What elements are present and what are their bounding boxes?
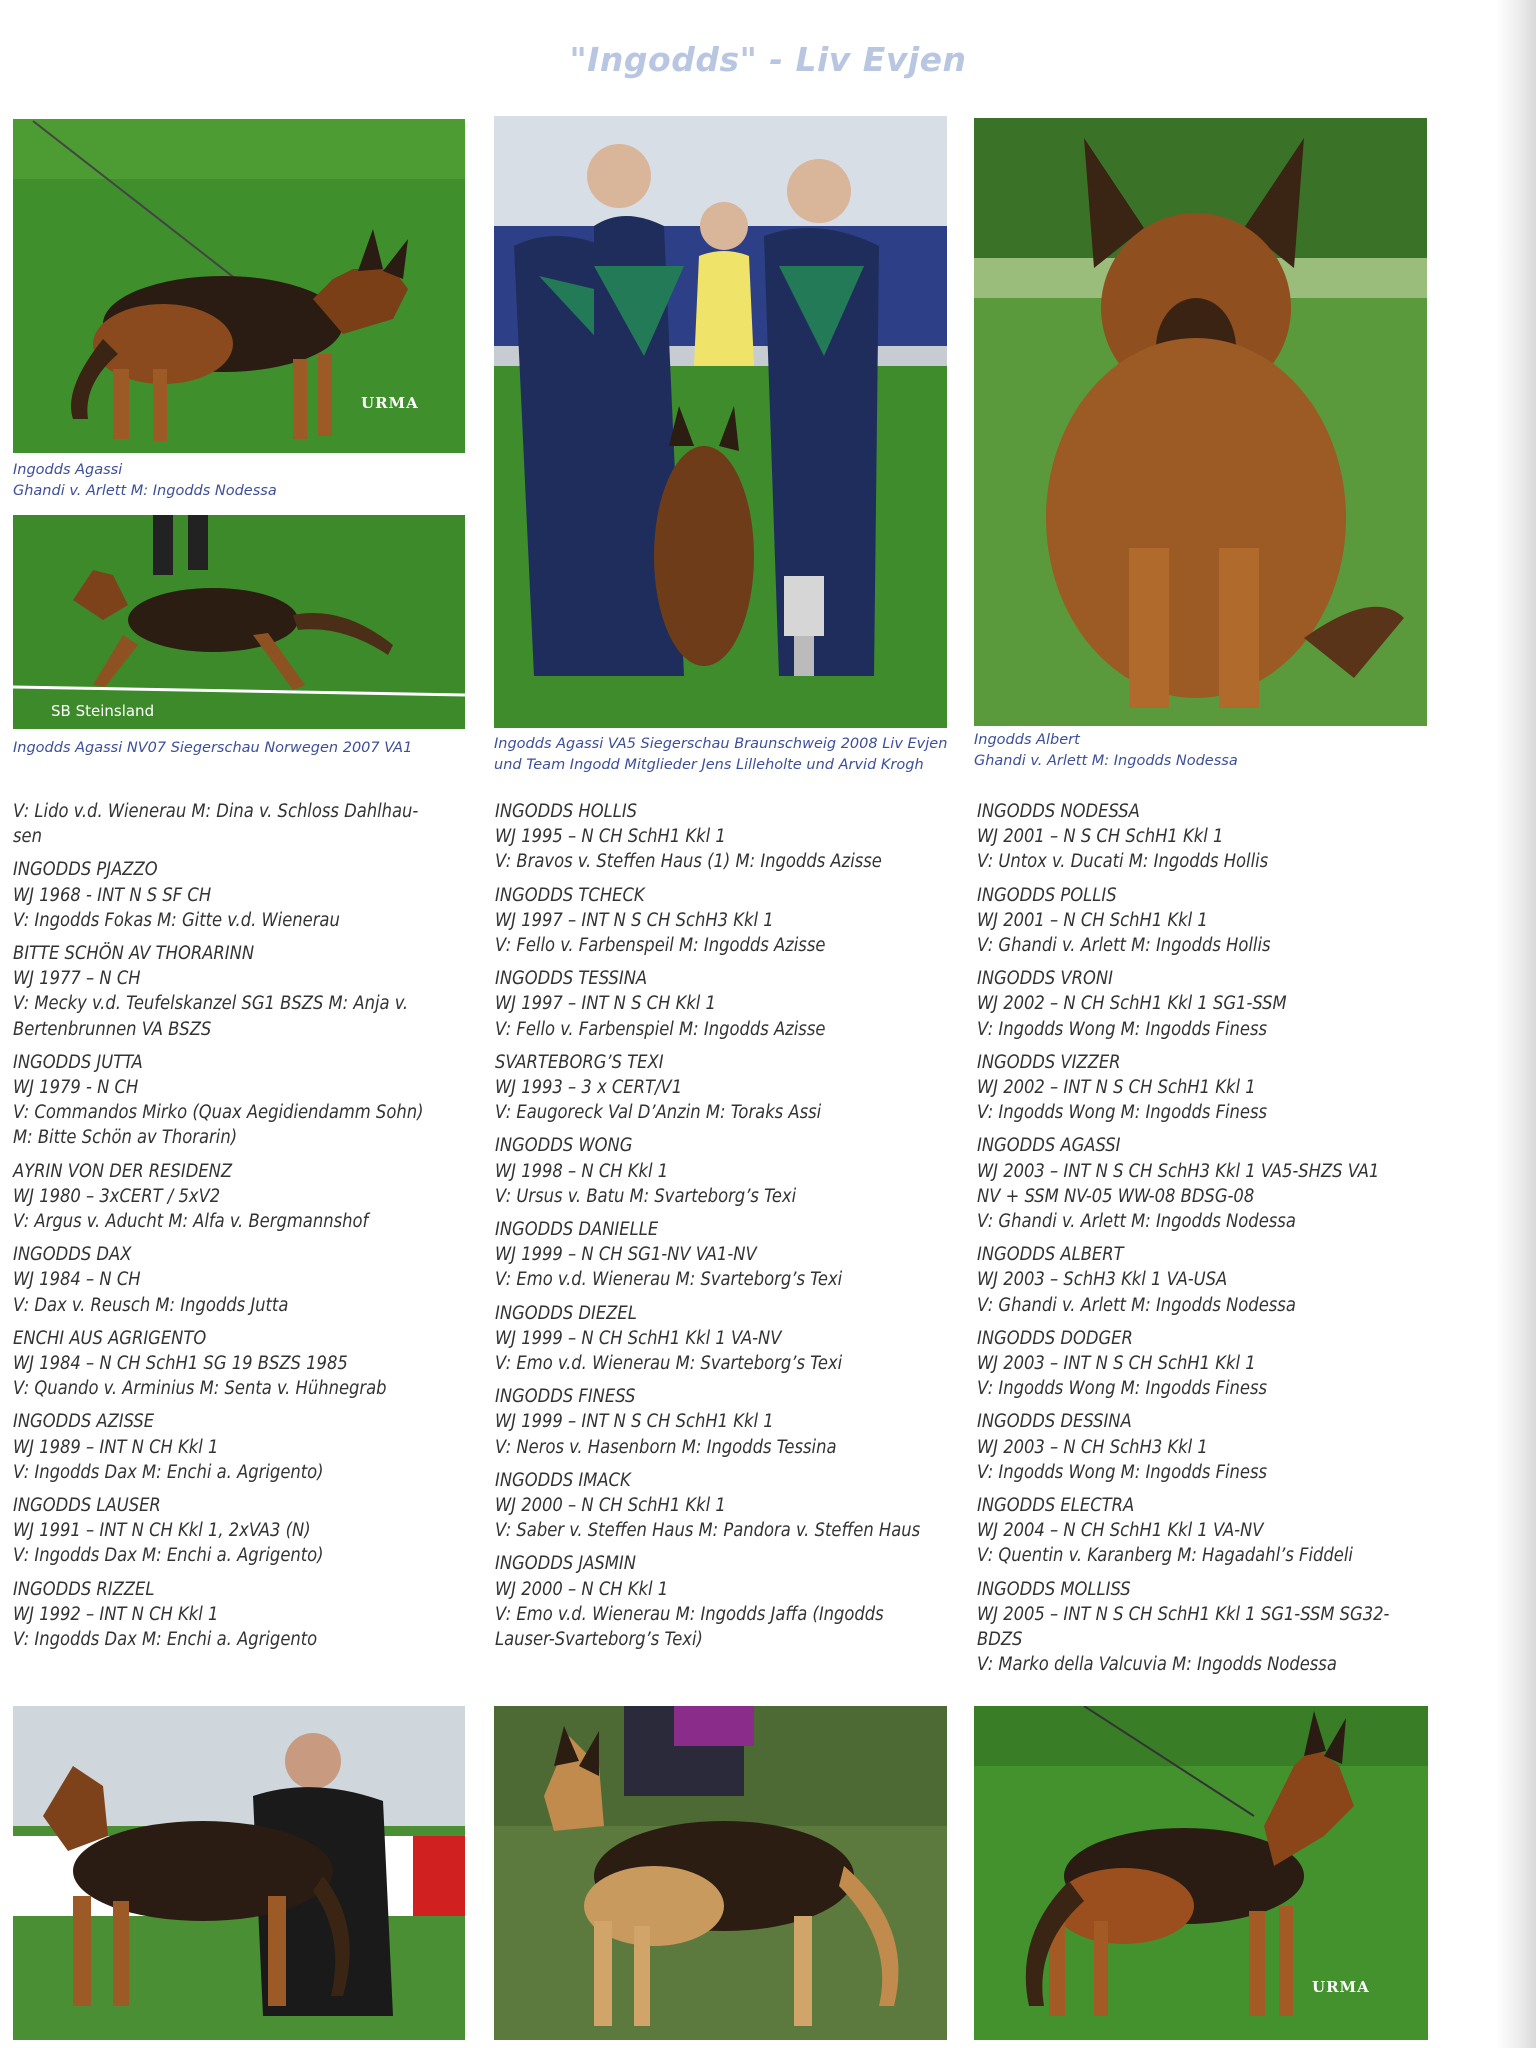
caption-line: Ingodds Agassi — [13, 462, 123, 478]
entry-line: M: Bitte Schön av Thorarin) — [13, 1127, 238, 1149]
entry-line: WJ 2003 – SchH3 Kkl 1 VA-USA — [977, 1269, 1228, 1291]
entry-line: V: Ghandi v. Arlett M: Ingodds Nodessa — [977, 1294, 1296, 1316]
caption-line: und Team Ingodd Mitglieder Jens Lilleholte und Arvid Krogh — [494, 757, 924, 773]
pedigree-entry — [13, 1050, 473, 1151]
page-title: "Ingodds" - Liv Evjen — [569, 40, 967, 79]
dog-name: INGODDS DANIELLE — [495, 1219, 659, 1241]
page-edge-shadow — [1496, 0, 1536, 2048]
entry-line: V: Lido v.d. Wienerau M: Dina v. Schloss Dahlhau- — [13, 801, 419, 822]
dog-name: INGODDS JUTTA — [13, 1051, 143, 1073]
dog-name: INGODDS FINESS — [495, 1386, 636, 1408]
pedigree-entry — [977, 799, 1447, 875]
entry-line: WJ 1999 – INT N S CH SchH1 Kkl 1 — [495, 1411, 774, 1433]
pedigree-entry — [495, 966, 965, 1042]
entry-line: V: Emo v.d. Wienerau M: Svarteborg’s Texi — [495, 1269, 843, 1291]
photo-dog-standing-middle — [494, 1706, 947, 2040]
entry-line: V: Bravos v. Steffen Haus (1) M: Ingodds Azisse — [495, 851, 882, 873]
entry-line: V: Mecky v.d. Teufelskanzel SG1 BSZS M: Anja v. — [13, 993, 409, 1015]
entry-line: V: Ingodds Dax M: Enchi a. Agrigento — [13, 1629, 318, 1651]
entry-line: V: Quentin v. Karanberg M: Hagadahl’s Fiddeli — [977, 1545, 1353, 1567]
entry-line: V: Untox v. Ducati M: Ingodds Hollis — [977, 851, 1269, 873]
dog-name: INGODDS NODESSA — [977, 801, 1140, 822]
photo-caption: Ingodds Agassi NV07 Siegerschau Norwegen 2007 VA1 — [13, 740, 413, 756]
pedigree-entry — [495, 1217, 965, 1293]
dog-name: INGODDS ELECTRA — [977, 1495, 1135, 1517]
photo-caption — [13, 460, 277, 502]
entry-line: WJ 1977 – N CH — [13, 968, 141, 990]
pedigree-entry — [977, 1133, 1447, 1234]
pedigree-entry — [977, 1577, 1447, 1678]
photo-agassi-trotting — [13, 515, 465, 729]
pedigree-entry — [13, 1326, 473, 1402]
entry-line: V: Fello v. Farbenspiel M: Ingodds Azisse — [495, 1018, 826, 1040]
pedigree-entry — [495, 1468, 965, 1544]
dog-name: INGODDS MOLLISS — [977, 1578, 1131, 1600]
text-column-middle — [495, 799, 965, 1652]
photo-watermark: SB Steinsland — [51, 702, 155, 720]
entry-line: Bertenbrunnen VA BSZS — [13, 1018, 212, 1040]
entry-line: V: Eaugoreck Val D’Anzin M: Toraks Assi — [495, 1102, 822, 1124]
entry-line: V: Ingodds Wong M: Ingodds Finess — [977, 1018, 1268, 1040]
pedigree-entry — [13, 799, 473, 849]
pedigree-entry — [13, 1493, 473, 1569]
dog-name: INGODDS JASMIN — [495, 1553, 636, 1575]
text-column-left — [13, 799, 473, 1652]
dog-name: SVARTEBORG’S TEXI — [495, 1051, 664, 1073]
entry-line: WJ 1979 - N CH — [13, 1077, 139, 1099]
pedigree-entry — [495, 883, 965, 959]
dog-name: INGODDS TESSINA — [495, 968, 648, 990]
entry-line: BDZS — [977, 1629, 1023, 1651]
dog-name: INGODDS HOLLIS — [495, 801, 638, 822]
entry-line: WJ 2001 – N CH SchH1 Kkl 1 — [977, 909, 1208, 931]
entry-line: WJ 1991 – INT N CH Kkl 1, 2xVA3 (N) — [13, 1520, 311, 1542]
entry-line: V: Ingodds Wong M: Ingodds Finess — [977, 1102, 1268, 1124]
dog-name: INGODDS IMACK — [495, 1469, 631, 1491]
entry-line: WJ 2004 – N CH SchH1 Kkl 1 VA-NV — [977, 1520, 1264, 1542]
dog-with-handler-photo-icon — [13, 1706, 465, 2040]
entry-line: WJ 2003 – INT N S CH SchH3 Kkl 1 VA5-SHZS VA1 — [977, 1160, 1380, 1182]
dog-sitting-photo-icon — [974, 118, 1427, 726]
dog-name: INGODDS AGASSI — [977, 1135, 1121, 1157]
dog-standing-photo-icon — [494, 1706, 947, 2040]
pedigree-entry — [13, 1242, 473, 1318]
entry-line: V: Ingodds Wong M: Ingodds Finess — [977, 1461, 1268, 1483]
entry-line: V: Ingodds Dax M: Enchi a. Agrigento) — [13, 1461, 324, 1483]
entry-line: sen — [13, 826, 42, 848]
entry-line: WJ 1989 – INT N CH Kkl 1 — [13, 1436, 219, 1458]
pedigree-entry — [13, 857, 473, 933]
dog-name: INGODDS AZISSE — [13, 1411, 155, 1433]
entry-line: V: Ingodds Fokas M: Gitte v.d. Wienerau — [13, 909, 340, 931]
dog-name: AYRIN VON DER RESIDENZ — [13, 1160, 233, 1182]
pedigree-entry — [495, 1384, 965, 1460]
entry-line: WJ 1997 – INT N S CH Kkl 1 — [495, 993, 716, 1015]
dog-name: BITTE SCHÖN AV THORARINN — [13, 943, 255, 965]
entry-line: V: Ingodds Wong M: Ingodds Finess — [977, 1378, 1268, 1400]
entry-line: Lauser-Svarteborg’s Texi) — [495, 1629, 703, 1651]
pedigree-entry — [13, 941, 473, 1042]
entry-line: WJ 2001 – N S CH SchH1 Kkl 1 — [977, 826, 1224, 848]
entry-line: V: Argus v. Aducht M: Alfa v. Bergmannshof — [13, 1211, 369, 1233]
entry-line: WJ 2000 – N CH SchH1 Kkl 1 — [495, 1495, 726, 1517]
entry-line: V: Emo v.d. Wienerau M: Svarteborg’s Texi — [495, 1353, 843, 1375]
dog-name: INGODDS VIZZER — [977, 1051, 1121, 1073]
photo-team-trophy — [494, 116, 947, 728]
photo-dog-standing-right — [974, 1706, 1428, 2040]
entry-line: V: Ghandi v. Arlett M: Ingodds Nodessa — [977, 1211, 1296, 1233]
entry-line: V: Ursus v. Batu M: Svarteborg’s Texi — [495, 1185, 797, 1207]
team-with-trophy-photo-icon — [494, 116, 947, 728]
pedigree-entry — [977, 1409, 1447, 1485]
entry-line: WJ 2002 – N CH SchH1 Kkl 1 SG1-SSM — [977, 993, 1287, 1015]
dog-name: INGODDS DAX — [13, 1244, 132, 1266]
dog-name: INGODDS ALBERT — [977, 1244, 1124, 1266]
entry-line: WJ 2003 – INT N S CH SchH1 Kkl 1 — [977, 1353, 1256, 1375]
caption-line: Ghandi v. Arlett M: Ingodds Nodessa — [974, 753, 1238, 769]
photo-watermark: URMA — [361, 394, 419, 412]
entry-line: WJ 1999 – N CH SG1-NV VA1-NV — [495, 1244, 757, 1266]
pedigree-entry — [13, 1159, 473, 1235]
dog-name: INGODDS POLLIS — [977, 884, 1117, 906]
entry-line: WJ 1998 – N CH Kkl 1 — [495, 1160, 669, 1182]
entry-line: V: Saber v. Steffen Haus M: Pandora v. Steffen Haus — [495, 1520, 921, 1542]
pedigree-entry — [977, 966, 1447, 1042]
entry-line: V: Dax v. Reusch M: Ingodds Jutta — [13, 1294, 289, 1316]
pedigree-entry — [495, 799, 965, 875]
photo-dog-with-handler — [13, 1706, 465, 2040]
pedigree-entry — [495, 1050, 965, 1126]
entry-line: WJ 1984 – N CH SchH1 SG 19 BSZS 1985 — [13, 1353, 348, 1375]
pedigree-entry — [495, 1133, 965, 1209]
pedigree-entry — [495, 1551, 965, 1652]
photo-caption — [974, 730, 1238, 772]
pedigree-entry — [977, 883, 1447, 959]
pedigree-entry — [977, 1050, 1447, 1126]
dog-name: ENCHI AUS AGRIGENTO — [13, 1327, 207, 1349]
pedigree-entry — [13, 1577, 473, 1653]
pedigree-entry — [495, 1301, 965, 1377]
dog-name: INGODDS VRONI — [977, 968, 1113, 990]
photo-watermark: URMA — [1312, 1978, 1370, 1996]
entry-line: WJ 1999 – N CH SchH1 Kkl 1 VA-NV — [495, 1327, 782, 1349]
entry-line: WJ 1992 – INT N CH Kkl 1 — [13, 1603, 219, 1625]
dog-name: INGODDS DODGER — [977, 1327, 1133, 1349]
entry-line: V: Neros v. Hasenborn M: Ingodds Tessina — [495, 1436, 837, 1458]
dog-name: INGODDS WONG — [495, 1135, 633, 1157]
caption-line: Ingodds Albert — [974, 732, 1080, 748]
entry-line: WJ 2003 – N CH SchH3 Kkl 1 — [977, 1436, 1208, 1458]
entry-line: WJ 2000 – N CH Kkl 1 — [495, 1578, 669, 1600]
pedigree-entry — [977, 1242, 1447, 1318]
entry-line: WJ 2002 – INT N S CH SchH1 Kkl 1 — [977, 1077, 1256, 1099]
entry-line: WJ 2005 – INT N S CH SchH1 Kkl 1 SG1-SSM SG32- — [977, 1603, 1390, 1625]
photo-albert-sitting — [974, 118, 1427, 726]
entry-line: WJ 1968 - INT N S SF CH — [13, 884, 212, 906]
dog-name: INGODDS DESSINA — [977, 1411, 1132, 1433]
caption-line: Ingodds Agassi VA5 Siegerschau Braunschweig 2008 Liv Evjen — [494, 736, 948, 752]
entry-line: V: Ingodds Dax M: Enchi a. Agrigento) — [13, 1545, 324, 1567]
dog-trotting-photo-icon — [13, 515, 465, 729]
entry-line: V: Commandos Mirko (Quax Aegidiendamm Sohn) — [13, 1102, 424, 1124]
entry-line: WJ 1993 – 3 x CERT/V1 — [495, 1077, 683, 1099]
dog-name: INGODDS DIEZEL — [495, 1302, 637, 1324]
dog-name: INGODDS PJAZZO — [13, 859, 158, 881]
entry-line: V: Marko della Valcuvia M: Ingodds Nodessa — [977, 1654, 1337, 1676]
pedigree-entry — [977, 1326, 1447, 1402]
dog-name: INGODDS LAUSER — [13, 1495, 161, 1517]
pedigree-entry — [977, 1493, 1447, 1569]
entry-line: V: Emo v.d. Wienerau M: Ingodds Jaffa (Ingodds — [495, 1603, 884, 1625]
entry-line: V: Ghandi v. Arlett M: Ingodds Hollis — [977, 935, 1271, 957]
pedigree-entry — [13, 1409, 473, 1485]
dog-name: INGODDS RIZZEL — [13, 1578, 155, 1600]
entry-line: WJ 1980 – 3xCERT / 5xV2 — [13, 1185, 221, 1207]
entry-line: WJ 1995 – N CH SchH1 Kkl 1 — [495, 826, 726, 848]
caption-line: Ghandi v. Arlett M: Ingodds Nodessa — [13, 483, 277, 499]
entry-line: WJ 1997 – INT N S CH SchH3 Kkl 1 — [495, 909, 774, 931]
entry-line: WJ 1984 – N CH — [13, 1269, 141, 1291]
text-column-right — [977, 799, 1447, 1678]
dog-name: INGODDS TCHECK — [495, 884, 645, 906]
entry-line: V: Quando v. Arminius M: Senta v. Hühnegrab — [13, 1378, 387, 1400]
photo-caption — [494, 734, 947, 776]
photo-agassi-standing — [13, 119, 465, 453]
entry-line: V: Fello v. Farbenspeil M: Ingodds Azisse — [495, 935, 826, 957]
entry-line: NV + SSM NV-05 WW-08 BDSG-08 — [977, 1185, 1255, 1207]
